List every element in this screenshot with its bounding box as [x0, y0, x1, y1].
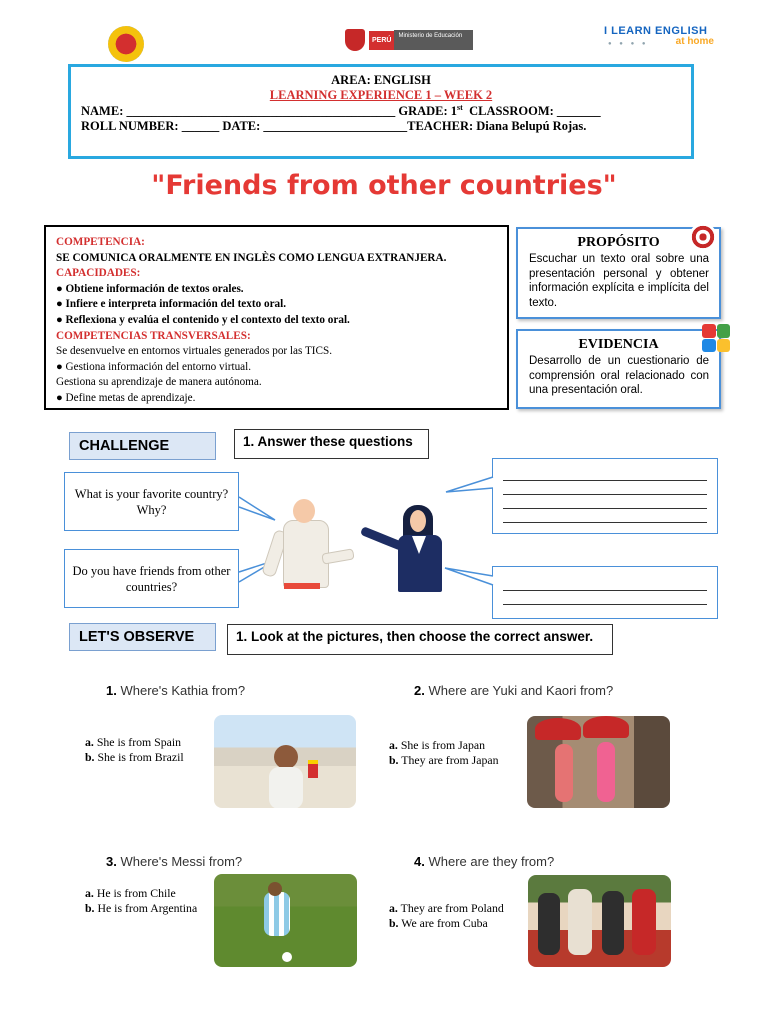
- minedu-country: PERÚ: [369, 31, 394, 50]
- option-a[interactable]: a. They are from Poland: [389, 901, 504, 915]
- question-number: 1.: [106, 683, 117, 698]
- experience-label: LEARNING EXPERIENCE 1 – WEEK 2: [269, 88, 493, 102]
- bubble-tail: [446, 477, 493, 492]
- question-3-options: [85, 886, 199, 916]
- logo-dots-icon: ● ● ● ●: [608, 41, 649, 47]
- option-b[interactable]: b. She is from Brazil: [85, 750, 184, 764]
- messi-photo: [214, 874, 357, 967]
- student-info-box: [68, 64, 694, 159]
- answer-line[interactable]: [503, 481, 707, 495]
- polish-dancers-photo: [528, 875, 671, 967]
- competencia-box: [44, 225, 509, 410]
- observe-instruction: 1. Look at the pictures, then choose the correct answer.: [227, 624, 613, 655]
- option-b[interactable]: b. He is from Argentina: [85, 901, 198, 915]
- question-text: Where are they from?: [428, 854, 555, 869]
- option-b[interactable]: b. We are from Cuba: [389, 916, 488, 930]
- capacidad-item: ● Infiere e interpreta información del texto oral.: [56, 298, 287, 311]
- answer-line[interactable]: [503, 577, 707, 591]
- answer-bubble-2[interactable]: [492, 566, 718, 619]
- roll-row[interactable]: ROLL NUMBER: ______ DATE: _______________________TEACHER: Diana Belupú Rojas.: [81, 119, 587, 134]
- question-number: 3.: [106, 854, 117, 869]
- question-1-options: [85, 735, 203, 765]
- question-3: [106, 854, 242, 869]
- question-text: Where are Yuki and Kaori from?: [428, 683, 614, 698]
- bubble-tail: [445, 568, 493, 585]
- transversal-item: ● Define metas de aprendizaje.: [56, 391, 196, 404]
- grade-sup: st: [457, 103, 463, 112]
- transversales-heading: COMPETENCIAS TRANSVERSALES:: [56, 329, 251, 342]
- bubble-tail: [239, 497, 275, 520]
- woman-illustration-face: [410, 510, 426, 532]
- classroom-field[interactable]: CLASSROOM: _______: [469, 104, 601, 119]
- capacidad-item: ● Obtiene información de textos orales.: [56, 282, 244, 295]
- question-number: 2.: [414, 683, 425, 698]
- name-row: [71, 103, 691, 119]
- man-illustration-head: [293, 499, 315, 523]
- observe-label: LET'S OBSERVE: [69, 623, 216, 651]
- answer-line[interactable]: [503, 495, 707, 509]
- option-a[interactable]: a. He is from Chile: [85, 886, 176, 900]
- evidencia-box: [516, 329, 721, 409]
- proposito-text: Escuchar un texto oral sobre una presentación personal y obtener información explícita e implícita del texto.: [529, 253, 709, 309]
- logo-line1: I LEARN ENGLISH: [604, 25, 708, 37]
- answer-instruction: 1. Answer these questions: [234, 429, 429, 459]
- transversal-item: Gestiona su aprendizaje de manera autónoma.: [56, 376, 262, 389]
- peru-shield-icon: [345, 29, 365, 51]
- question-2-options: [389, 738, 519, 768]
- puzzle-icon: [702, 324, 730, 352]
- evidencia-text: Desarrollo de un cuestionario de comprensión oral relacionado con una presentación oral.: [529, 355, 709, 396]
- transversal-item: Se desenvuelve en entornos virtuales generados por las TICS.: [56, 345, 332, 358]
- question-4: [414, 854, 554, 869]
- question-number: 4.: [414, 854, 425, 869]
- answer-line[interactable]: [503, 509, 707, 523]
- minedu-logo: [345, 27, 473, 53]
- option-a[interactable]: a. She is from Japan: [389, 738, 486, 752]
- competencia-heading: COMPETENCIA:: [56, 236, 145, 248]
- answer-line[interactable]: [503, 591, 707, 605]
- option-a[interactable]: a. She is from Spain: [85, 735, 182, 749]
- page-title: "Friends from other countries": [151, 170, 617, 201]
- capacidad-item: ● Reflexiona y evalúa el contenido y el contexto del texto oral.: [56, 313, 350, 326]
- evidencia-heading: EVIDENCIA: [578, 337, 659, 352]
- answer-line[interactable]: [503, 467, 707, 481]
- question-text: Where's Messi from?: [120, 854, 243, 869]
- question-text: Where's Kathia from?: [120, 683, 246, 698]
- transversal-item: ● Gestiona información del entorno virtual.: [56, 360, 252, 373]
- answer-bubble-1[interactable]: [492, 458, 718, 534]
- name-grade-field[interactable]: NAME: ___________________________________________ GRADE: 1: [81, 104, 458, 119]
- man-illustration-belt: [284, 583, 320, 589]
- minedu-name: Ministerio de Educación: [394, 30, 473, 50]
- challenge-label: CHALLENGE: [69, 432, 216, 460]
- question-2: [414, 683, 613, 698]
- school-seal-logo: [108, 26, 144, 62]
- question-1: [106, 683, 245, 698]
- area-label: AREA: ENGLISH: [331, 73, 431, 87]
- proposito-heading: PROPÓSITO: [577, 235, 660, 250]
- i-learn-english-logo: [604, 25, 714, 51]
- question-bubble-favorite-country: What is your favorite country? Why?: [64, 472, 239, 531]
- kathia-photo: [214, 715, 356, 808]
- target-icon: [689, 223, 717, 251]
- geisha-photo: [527, 716, 670, 808]
- option-b[interactable]: b. They are from Japan: [389, 753, 499, 767]
- competencia-text: SE COMUNICA ORALMENTE EN INGLÈS COMO LENGUA EXTRANJERA.: [56, 251, 447, 264]
- question-bubble-friends: Do you have friends from other countries?: [64, 549, 239, 608]
- logo-line2: at home: [675, 36, 714, 47]
- capacidades-heading: CAPACIDADES:: [56, 267, 141, 280]
- question-4-options: [389, 901, 524, 931]
